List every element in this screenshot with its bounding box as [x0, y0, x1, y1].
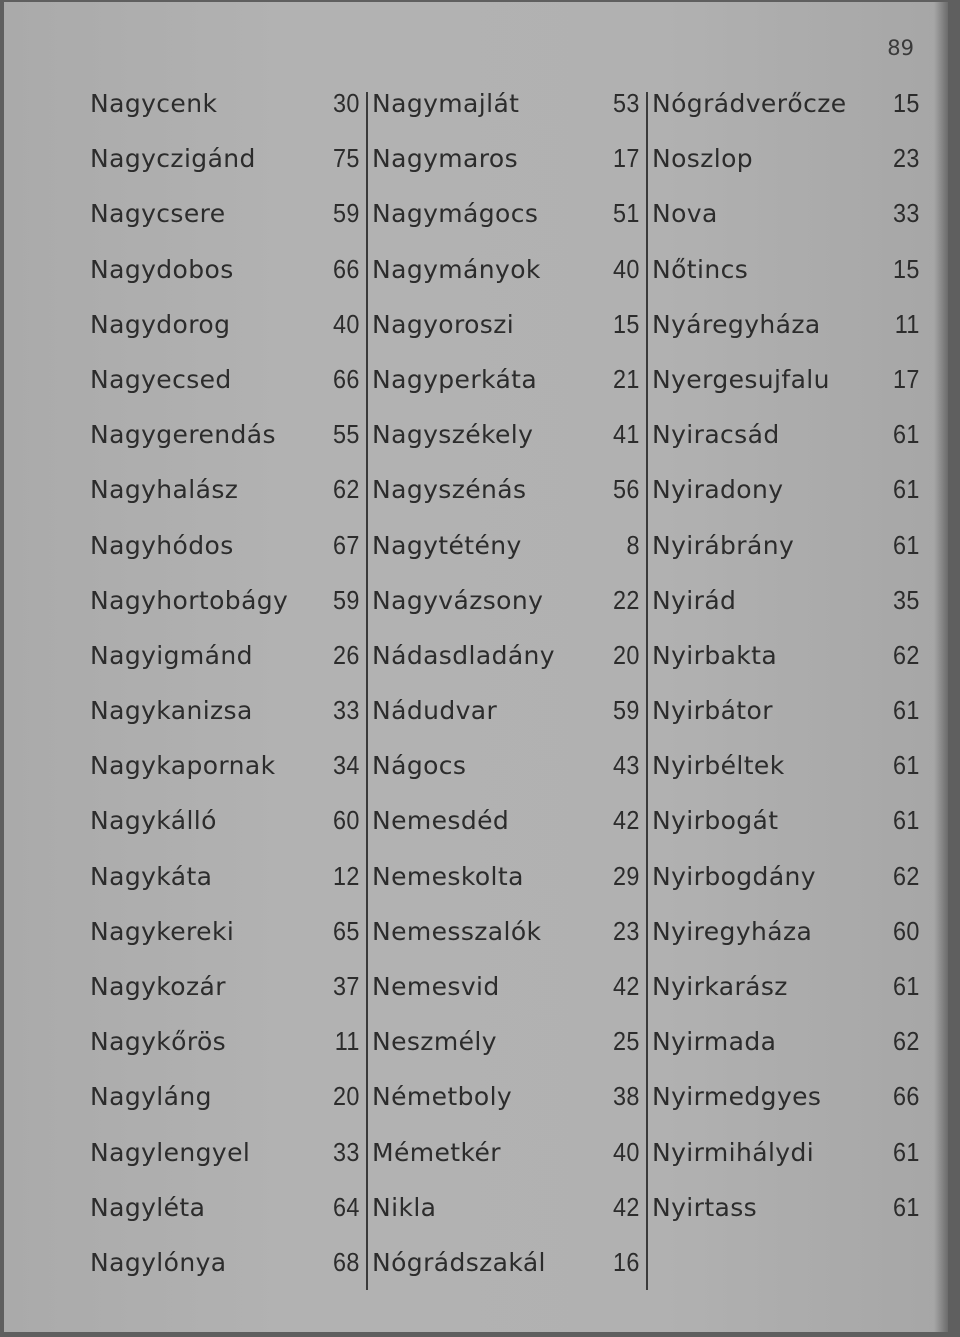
page-reference: 62: [893, 639, 920, 670]
index-entry: [652, 186, 920, 241]
page-reference: 8: [626, 529, 640, 560]
place-name: Nyirbogát: [652, 806, 779, 836]
place-name: Nádasdladány: [372, 640, 555, 670]
place-name: Nyirtass: [652, 1192, 758, 1222]
page-reference: 26: [333, 639, 360, 670]
index-entry: [90, 518, 360, 573]
place-name: Németboly: [372, 1082, 513, 1112]
index-entry: [372, 683, 640, 738]
place-name: Nagyecsed: [90, 364, 232, 394]
index-entry: [372, 352, 640, 407]
page-reference: 20: [333, 1081, 360, 1112]
place-name: Nagygerendás: [90, 420, 276, 450]
index-column-3: [652, 76, 920, 1235]
index-entry: [372, 738, 640, 793]
place-name: Nagykőrös: [90, 1027, 227, 1057]
page-reference: 59: [333, 198, 360, 229]
place-name: Nógrádszakál: [372, 1247, 546, 1277]
index-entry: [90, 297, 360, 352]
page-reference: 41: [613, 419, 640, 450]
index-entry: [372, 186, 640, 241]
page-reference: 66: [333, 363, 360, 394]
page-reference: 42: [613, 971, 640, 1001]
place-name: Nagyoroszi: [372, 309, 515, 339]
page-edge-shadow: [934, 2, 948, 1332]
index-entry: [652, 959, 920, 1014]
index-entry: [652, 683, 920, 738]
index-entry: [652, 76, 920, 131]
place-name: Nagymaros: [372, 144, 519, 174]
place-name: Nikla: [372, 1192, 437, 1222]
page-reference: 62: [333, 474, 360, 505]
place-name: Nagyléta: [90, 1192, 206, 1222]
place-name: Nagykálló: [90, 806, 217, 836]
index-entry: [372, 1014, 640, 1069]
page-reference: 17: [893, 363, 920, 394]
place-name: Nyiregyháza: [652, 916, 813, 946]
index-entry: [372, 793, 640, 848]
page-reference: 61: [893, 971, 920, 1001]
place-name: Nádudvar: [372, 696, 498, 726]
index-entry: [90, 1125, 360, 1180]
index-entry: [90, 628, 360, 683]
page-reference: 33: [333, 1136, 360, 1167]
index-entry: [90, 1180, 360, 1235]
index-entry: [372, 1069, 640, 1124]
index-entry: [372, 76, 640, 131]
page-reference: 60: [333, 805, 360, 836]
index-entry: [372, 1235, 640, 1290]
index-entry: [90, 352, 360, 407]
place-name: Nagycenk: [90, 89, 218, 118]
page-reference: 20: [613, 639, 640, 670]
page-reference: 40: [613, 253, 640, 284]
place-name: Nagykáta: [90, 861, 213, 891]
index-entry: [90, 1014, 360, 1069]
page-reference: 33: [893, 198, 920, 229]
index-entry: [90, 242, 360, 297]
index-entry: [90, 793, 360, 848]
index-entry: [652, 1069, 920, 1124]
page-reference: 51: [613, 198, 640, 229]
place-name: Nagyszénás: [372, 475, 527, 505]
place-name: Nagyhódos: [90, 530, 234, 560]
page-reference: 61: [893, 419, 920, 450]
index-entry: [372, 573, 640, 628]
place-name: Nyergesujfalu: [652, 364, 830, 394]
page-reference: 61: [893, 1136, 920, 1167]
index-entry: [90, 76, 360, 131]
place-name: Noszlop: [652, 144, 754, 174]
page-reference: 61: [893, 750, 920, 781]
index-entry: [372, 959, 640, 1014]
page-reference: 23: [893, 143, 920, 174]
page-reference: 40: [333, 308, 360, 339]
index-entry: [652, 462, 920, 517]
page-reference: 61: [893, 529, 920, 560]
page-reference: 11: [334, 1026, 360, 1057]
page-reference: 23: [613, 915, 640, 946]
index-entry: [652, 849, 920, 904]
page-reference: 12: [333, 860, 360, 891]
index-entry: [652, 1180, 920, 1235]
index-entry: [90, 904, 360, 959]
page-reference: 55: [333, 419, 360, 450]
index-entry: [652, 573, 920, 628]
place-name: Nyiracsád: [652, 420, 780, 450]
page-reference: 61: [893, 805, 920, 836]
page-reference: 15: [893, 88, 920, 118]
index-column-1: [90, 76, 360, 1290]
index-column-2: [372, 76, 640, 1290]
page-reference: 65: [333, 915, 360, 946]
index-entry: [90, 959, 360, 1014]
page-reference: 11: [894, 308, 920, 339]
page-reference: 66: [893, 1081, 920, 1112]
index-entry: [372, 407, 640, 462]
page-reference: 15: [613, 308, 640, 339]
index-entry: [90, 849, 360, 904]
place-name: Nyáregyháza: [652, 309, 821, 339]
page-reference: 38: [613, 1081, 640, 1112]
index-entry: [652, 628, 920, 683]
book-page: [4, 2, 948, 1332]
place-name: Nyirbéltek: [652, 751, 785, 781]
page-reference: 75: [333, 143, 360, 174]
page-reference: 59: [333, 584, 360, 615]
index-entry: [652, 242, 920, 297]
place-name: Nagyperkáta: [372, 364, 538, 394]
page-reference: 42: [613, 805, 640, 836]
page-reference: 40: [613, 1136, 640, 1167]
page-reference: 16: [613, 1246, 640, 1277]
place-name: Nagyczigánd: [90, 144, 256, 174]
page-reference: 25: [613, 1026, 640, 1057]
page-reference: 34: [333, 750, 360, 781]
page-reference: 37: [333, 971, 360, 1001]
place-name: Nyirbakta: [652, 640, 778, 670]
index-entry: [90, 1069, 360, 1124]
index-entry: [652, 904, 920, 959]
place-name: Nagyhortobágy: [90, 585, 289, 615]
place-name: Nagydorog: [90, 309, 231, 339]
index-entry: [372, 849, 640, 904]
index-entry: [90, 683, 360, 738]
index-entry: [652, 1014, 920, 1069]
place-name: Nágocs: [372, 751, 467, 781]
place-name: Nagyláng: [90, 1082, 212, 1112]
index-entry: [652, 297, 920, 352]
place-name: Nagykanizsa: [90, 696, 253, 726]
page-reference: 29: [613, 860, 640, 891]
page-reference: 66: [333, 253, 360, 284]
page-reference: 68: [333, 1246, 360, 1277]
index-entry: [652, 131, 920, 186]
place-name: Nyirmihálydi: [652, 1137, 815, 1167]
place-name: Nyirmedgyes: [652, 1082, 822, 1112]
page-reference: 64: [333, 1191, 360, 1222]
place-name: Nógrádverőcze: [652, 89, 847, 118]
place-name: Nyirbogdány: [652, 861, 816, 891]
page-reference: 56: [613, 474, 640, 505]
place-name: Nagymajlát: [372, 89, 520, 118]
page-reference: 61: [893, 474, 920, 505]
place-name: Nyirád: [652, 585, 737, 615]
place-name: Nagymágocs: [372, 199, 539, 229]
page-number: 89: [887, 36, 914, 60]
place-name: Nőtincs: [652, 254, 749, 284]
place-name: Nyirkarász: [652, 972, 788, 1001]
index-entry: [372, 518, 640, 573]
place-name: Nagytétény: [372, 530, 522, 560]
index-entry: [372, 242, 640, 297]
page-reference: 60: [893, 915, 920, 946]
page-reference: 42: [613, 1191, 640, 1222]
place-name: Nemesszalók: [372, 916, 542, 946]
place-name: Nyirábrány: [652, 530, 795, 560]
place-name: Nemesvid: [372, 972, 500, 1001]
page-reference: 62: [893, 1026, 920, 1057]
place-name: Nagykereki: [90, 916, 235, 946]
index-entry: [90, 131, 360, 186]
page-reference: 67: [333, 529, 360, 560]
place-name: Nagydobos: [90, 254, 234, 284]
index-entry: [90, 573, 360, 628]
page-reference: 21: [613, 363, 640, 394]
index-entry: [652, 738, 920, 793]
place-name: Nagyszékely: [372, 420, 534, 450]
place-name: Nagyigmánd: [90, 640, 253, 670]
index-entry: [652, 352, 920, 407]
place-name: Nagycsere: [90, 199, 226, 229]
place-name: Nagylengyel: [90, 1137, 251, 1167]
index-entry: [372, 904, 640, 959]
index-entry: [90, 1235, 360, 1290]
page-reference: 59: [613, 695, 640, 726]
place-name: Nagylónya: [90, 1247, 227, 1277]
index-entry: [90, 407, 360, 462]
index-entry: [652, 407, 920, 462]
place-name: Nagykozár: [90, 972, 226, 1001]
place-name: Nagymányok: [372, 254, 541, 284]
index-entry: [90, 462, 360, 517]
place-name: Nagykapornak: [90, 751, 276, 781]
index-entry: [90, 738, 360, 793]
index-entry: [372, 628, 640, 683]
place-name: Nagyhalász: [90, 475, 239, 505]
page-reference: 15: [893, 253, 920, 284]
place-name: Nagyvázsony: [372, 585, 544, 615]
page-reference: 30: [333, 88, 360, 118]
place-name: Nova: [652, 199, 718, 229]
page-reference: 43: [613, 750, 640, 781]
page-reference: 61: [893, 1191, 920, 1222]
column-divider-1: [366, 92, 368, 1290]
page-reference: 17: [613, 143, 640, 174]
index-entry: [652, 793, 920, 848]
place-name: Nemeskolta: [372, 861, 524, 891]
index-entry: [372, 462, 640, 517]
index-entry: [652, 518, 920, 573]
place-name: Neszmély: [372, 1027, 497, 1057]
place-name: Nyirmada: [652, 1027, 777, 1057]
page-reference: 62: [893, 860, 920, 891]
index-entry: [372, 131, 640, 186]
page-reference: 33: [333, 695, 360, 726]
page-reference: 61: [893, 695, 920, 726]
page-reference: 53: [613, 88, 640, 118]
index-entry: [652, 1125, 920, 1180]
page-reference: 22: [613, 584, 640, 615]
place-name: Nemesdéd: [372, 806, 510, 836]
index-entry: [90, 186, 360, 241]
index-entry: [372, 1180, 640, 1235]
column-divider-2: [646, 92, 648, 1290]
page-reference: 35: [893, 584, 920, 615]
index-entry: [372, 297, 640, 352]
place-name: Mémetkér: [372, 1137, 501, 1167]
place-name: Nyiradony: [652, 475, 784, 505]
place-name: Nyirbátor: [652, 696, 773, 726]
index-entry: [372, 1125, 640, 1180]
